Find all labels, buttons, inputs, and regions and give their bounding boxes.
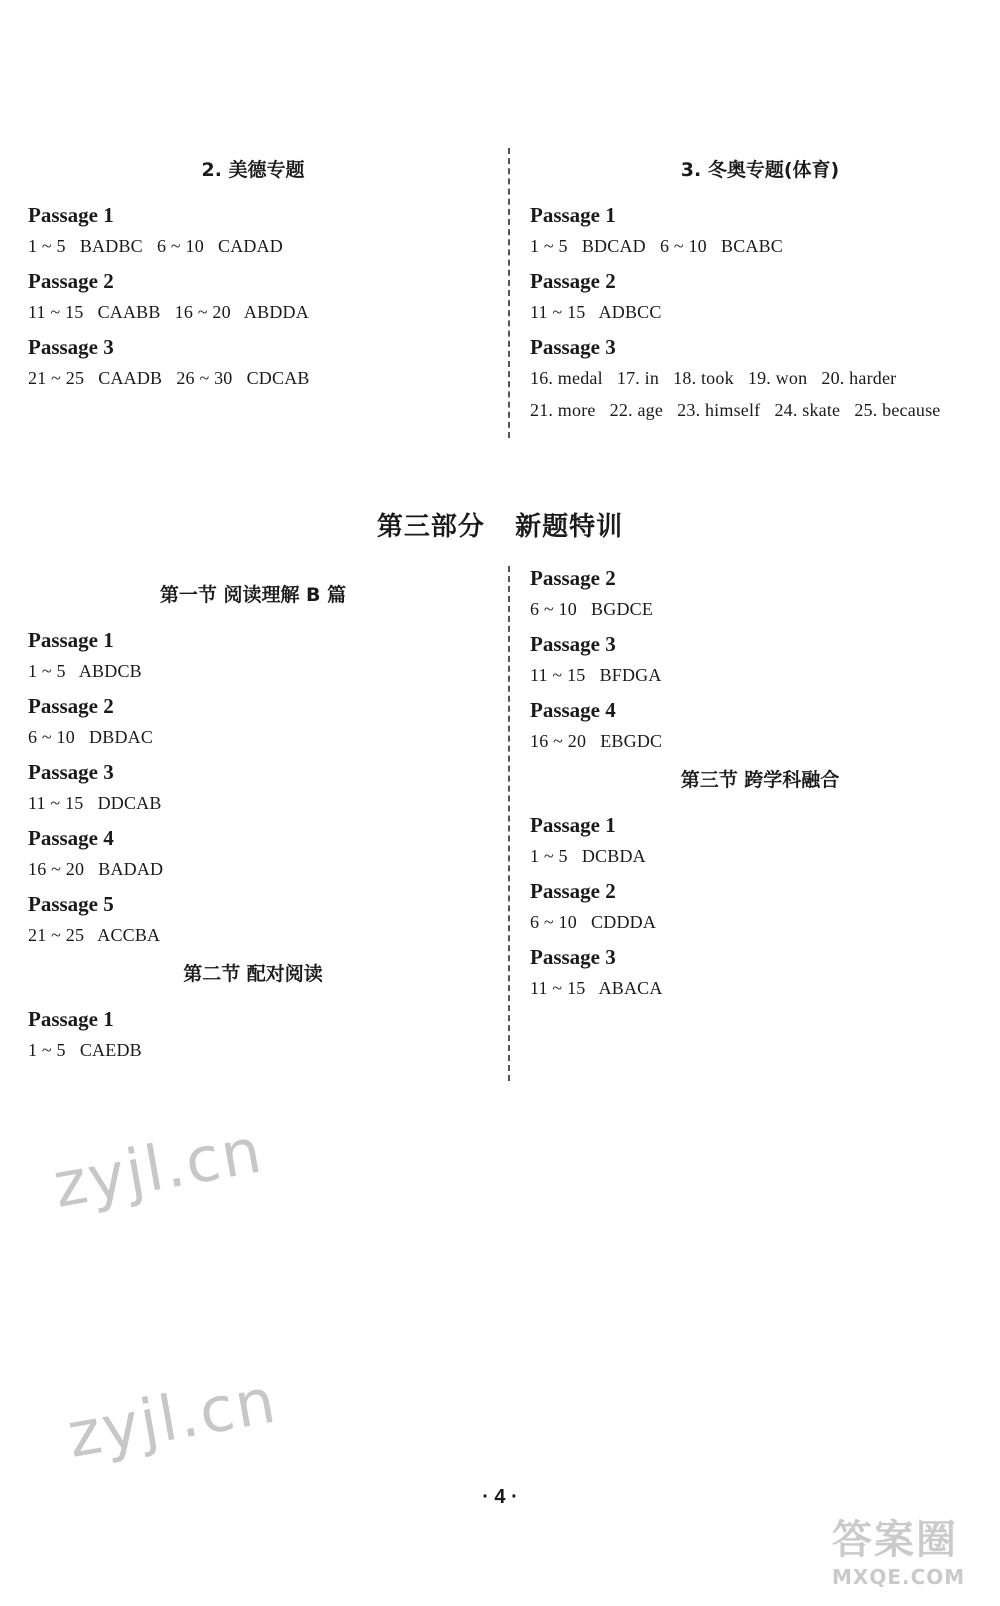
- passage-list: [530, 200, 990, 426]
- answer-line: 11 ~ 15 CAABB 16 ~ 20 ABDDA: [28, 302, 309, 322]
- passage-label: Passage 2: [28, 694, 114, 718]
- passage-label: Passage 1: [530, 203, 616, 227]
- answer-line: 11 ~ 15 ADBCC: [530, 302, 662, 322]
- passage-block: [28, 757, 478, 819]
- top-right-column: [530, 155, 990, 430]
- passage-label: Passage 1: [28, 1007, 114, 1031]
- section-title-matching-reading: 第二节 配对阅读: [183, 963, 323, 985]
- passage-block: [530, 876, 990, 938]
- answer-line: 1 ~ 5 BADBC 6 ~ 10 CADAD: [28, 236, 283, 256]
- passage-label: Passage 1: [28, 203, 114, 227]
- part-title: 第三部分 新题特训: [376, 512, 624, 542]
- answer-line: 11 ~ 15 BFDGA: [530, 665, 662, 685]
- passage-list: [530, 563, 990, 757]
- answer-line: 11 ~ 15 ABACA: [530, 978, 663, 998]
- top-left-column: [28, 155, 478, 398]
- passage-block: [28, 889, 478, 951]
- stamp-bottom-text: MXQE.COM: [832, 1565, 966, 1589]
- answer-line: 11 ~ 15 DDCAB: [28, 793, 162, 813]
- bottom-right-column: [530, 563, 990, 1008]
- passage-block: [530, 332, 990, 426]
- answer-line: 21. more 22. age 23. himself 24. skate 25. because: [530, 400, 941, 420]
- passage-label: Passage 3: [530, 335, 616, 359]
- passage-label: Passage 5: [28, 892, 114, 916]
- watermark-text: zyjl.cn: [48, 1113, 269, 1222]
- section-title-virtue: 2. 美德专题: [201, 159, 305, 181]
- section-title-winter-olympics: 3. 冬奥专题(体育): [680, 159, 840, 181]
- section-title-interdisciplinary: 第三节 跨学科融合: [680, 769, 840, 791]
- passage-block: [530, 942, 990, 1004]
- answer-line: 1 ~ 5 CAEDB: [28, 1040, 142, 1060]
- section-title-reading-b: 第一节 阅读理解 B 篇: [159, 584, 347, 606]
- passage-label: Passage 2: [530, 566, 616, 590]
- passage-block: [28, 691, 478, 753]
- answer-line: 6 ~ 10 CDDDA: [530, 912, 657, 932]
- answer-line: 6 ~ 10 DBDAC: [28, 727, 154, 747]
- passage-label: Passage 2: [28, 269, 114, 293]
- passage-label: Passage 2: [530, 269, 616, 293]
- column-divider: [508, 566, 510, 1081]
- passage-list: [28, 625, 478, 951]
- passage-block: [530, 695, 990, 757]
- column-divider: [508, 148, 510, 438]
- answer-line: 16 ~ 20 EBGDC: [530, 731, 663, 751]
- answer-line: 6 ~ 10 BGDCE: [530, 599, 654, 619]
- passage-list: [530, 810, 990, 1004]
- passage-block: [28, 625, 478, 687]
- answer-line: 1 ~ 5 BDCAD 6 ~ 10 BCABC: [530, 236, 784, 256]
- passage-block: [28, 332, 478, 394]
- page-number: · 4 ·: [482, 1486, 518, 1508]
- passage-label: Passage 4: [530, 698, 616, 722]
- passage-block: [28, 1004, 478, 1066]
- watermark-text: zyjl.cn: [62, 1363, 283, 1472]
- passage-label: Passage 4: [28, 826, 114, 850]
- answer-line: 21 ~ 25 ACCBA: [28, 925, 161, 945]
- stamp-top-text: 答案圈: [832, 1517, 958, 1563]
- site-logo-stamp: [832, 1508, 992, 1600]
- answer-line: 21 ~ 25 CAADB 26 ~ 30 CDCAB: [28, 368, 310, 388]
- passage-block: [530, 266, 990, 328]
- passage-list: [28, 200, 478, 394]
- answer-line: 1 ~ 5 ABDCB: [28, 661, 142, 681]
- passage-list: [28, 1004, 478, 1066]
- answer-line: 1 ~ 5 DCBDA: [530, 846, 646, 866]
- passage-block: [28, 200, 478, 262]
- passage-label: Passage 3: [530, 632, 616, 656]
- bottom-left-column: [28, 580, 478, 1070]
- passage-block: [28, 266, 478, 328]
- passage-label: Passage 3: [28, 760, 114, 784]
- passage-block: [530, 563, 990, 625]
- passage-block: [28, 823, 478, 885]
- answer-line: 16. medal 17. in 18. took 19. won 20. harder: [530, 368, 897, 388]
- passage-block: [530, 629, 990, 691]
- passage-block: [530, 810, 990, 872]
- passage-label: Passage 1: [530, 813, 616, 837]
- passage-label: Passage 3: [28, 335, 114, 359]
- passage-label: Passage 3: [530, 945, 616, 969]
- passage-label: Passage 1: [28, 628, 114, 652]
- passage-block: [530, 200, 990, 262]
- answer-line: 16 ~ 20 BADAD: [28, 859, 164, 879]
- passage-label: Passage 2: [530, 879, 616, 903]
